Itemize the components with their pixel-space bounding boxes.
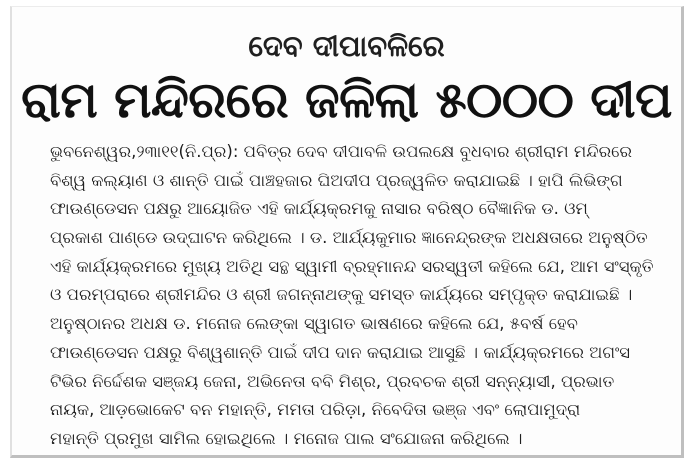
article-body	[50, 138, 678, 454]
body-line: ଏହି କାର୍ଯ୍ୟକ୍ରମରେ ମୁଖ୍ୟ ଅତିଥି ସନ୍ଥ ସ୍ୱାମୀ ବ୍ରହ୍ମାନନ୍ଦ ସରସ୍ୱତୀ କହିଲେ ଯେ, ଆମ ସଂସ୍କୃତି	[50, 256, 654, 276]
body-line: ଟିଭିର ନିର୍ଦ୍ଦେଶକ ସଞ୍ଜୟ ଜେନା, ଅଭିନେତା ବବି ମିଶ୍ର, ପ୍ରବଚକ ଶ୍ରୀ ସନ୍ନ୍ୟାସୀ, ପ୍ରଭାତ	[50, 371, 615, 391]
body-line: ନାୟକ, ଆଡ଼ଭୋକେଟ ବନ ମହାନ୍ତି, ମମତା ପରିଡ଼ା, ନିବେଦିତା ଭଞ୍ଜ ଏବଂ ଲୋପାମୁଦ୍ରା	[50, 400, 581, 420]
body-line: ଭୁବନେଶ୍ୱର,୨୩ା୧୧(ନି.ପ୍ର): ପବିତ୍ର ଦେବ ଦୀପାବଳି ଉପଲକ୍ଷେ ବୁଧବାର ଶ୍ରୀରାମ ମନ୍ଦିରରେ	[50, 142, 632, 161]
body-line: ଅନୁଷ୍ଠାନର ଅଧକ୍ଷ ଡ. ମନୋଜ ଲେଙ୍କା ସ୍ୱାଗତ ଭାଷଣରେ କହିଲେ ଯେ, ୫ବର୍ଷ ହେବ	[50, 314, 578, 334]
body-line: ମହାନ୍ତି ପ୍ରମୁଖ ସାମିଲ ହୋଇଥିଲେ । ମନୋଜ ପାଲ ସଂଯୋଜନା କରିଥିଲେ ।	[50, 428, 523, 448]
body-line: ଫାଉଣ୍ଡେସନ ପକ୍ଷରୁ ଆୟୋଜିତ ଏହି କାର୍ଯ୍ୟକ୍ରମକୁ ନାସାର ବରିଷ୍ଠ ବୈଜ୍ଞାନିକ ଡ. ଓମ୍	[50, 199, 588, 219]
body-line: ଓ ପରମ୍ପରାରେ ଶ୍ରୀମନ୍ଦିର ଓ ଶ୍ରୀ ଜଗନ୍ନାଥଙ୍କୁ ସମସ୍ତ କାର୍ଯ୍ୟରେ ସମ୍ପୃକ୍ତ କରାଯାଇଛି ।	[50, 285, 633, 305]
body-line: ଫାଉଣ୍ଡେସନ ପକ୍ଷରୁ ବିଶ୍ୱଶାନ୍ତି ପାଇଁ ଦୀପ ଦାନ କରାଯାଇ ଆସୁଛି । କାର୍ଯ୍ୟକ୍ରମରେ ଅଗଂସ	[50, 342, 630, 362]
article-headline: ରାମ ମନ୍ଦିରରେ ଜଳିଲା ୫୦୦୦ ଦୀପ	[21, 71, 672, 129]
body-line: ବିଶ୍ୱ କଲ୍ୟାଣ ଓ ଶାନ୍ତି ପାଇଁ ପାଞ୍ଚହଜାର ଘିଅଦୀପ ପ୍ରଜ୍ୱଳିତ କରାଯାଇଛି । ହାପି ଲିଭିଙ୍ଗ	[50, 170, 623, 190]
news-clipping	[10, 6, 684, 458]
article-kicker: ଦେବ ଦୀପାବଳିରେ	[248, 29, 445, 63]
body-line: ପ୍ରକାଶ ପାଣ୍ଡେ ଉଦ୍‌ଘାଟନ କରିଥିଲେ । ଡ. ଆର୍ଯ୍ୟକୁମାର ଜ୍ଞାନେନ୍ଦ୍ରଙ୍କ ଅଧକ୍ଷତାରେ ଅନୁଷ୍ଠିତ	[50, 228, 648, 248]
